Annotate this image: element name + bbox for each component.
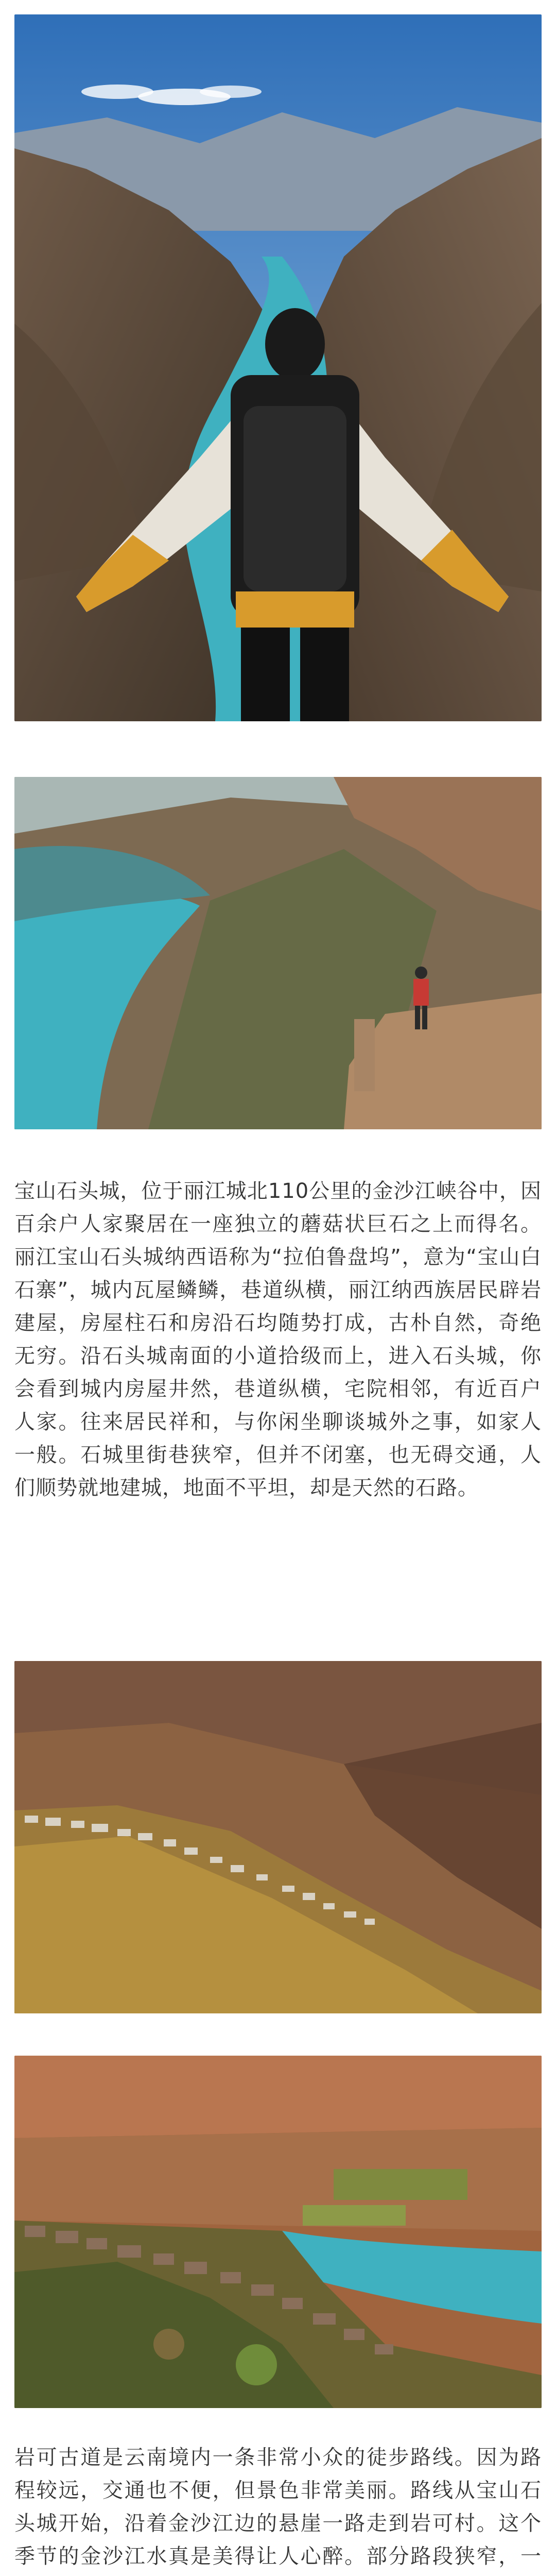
ancient-trail-description: 岩可古道是云南境内一条非常小众的徒步路线。因为路程较远，交通也不便，但景色非常美丽。路线从宝山石头城开始，沿着金沙江边的悬崖一路走到岩可村。这个季节的金沙江水真是美得让人心醉。部分路段狭窄，一 xyxy=(14,2446,542,2568)
cliff-river-illustration xyxy=(14,777,542,1129)
stone-city-description: 宝山石头城，位于丽江城北110公里的金沙江峡谷中，因百余户人家聚居在一座独立的蘑菇状巨石之上而得名。丽江宝山石头城纳西语称为“拉伯鲁盘坞”，意为“宝山白石寨”，城内瓦屋鳞鳞，巷道纵横，丽江纳西族居民辟岩建屋，房屋柱石和房沿石均随势打成，古朴自然，奇绝无穷。沿石头城南面的小道拾级而上，进入石头城，你会看到城内房屋井然，巷道纵横，宅院相邻，有近百户人家。往来居民祥和，与你闲坐聊谈城外之事，如家人一般。石城里街巷狭窄，但并不闭塞，也无碍交通，人们顺势就地建城，地面不平坦，却是天然的石路。 xyxy=(14,1179,542,1500)
photo-cliff-overlook xyxy=(14,777,542,1129)
photo-stone-city-ridge xyxy=(14,1661,542,2013)
photo-hiker-overlooking-gorge xyxy=(14,14,542,721)
photo-village-above-river xyxy=(14,2056,542,2408)
ridge-village-illustration xyxy=(14,1661,542,2013)
gorge-hiker-illustration xyxy=(14,14,542,721)
village-river-illustration xyxy=(14,2056,542,2408)
